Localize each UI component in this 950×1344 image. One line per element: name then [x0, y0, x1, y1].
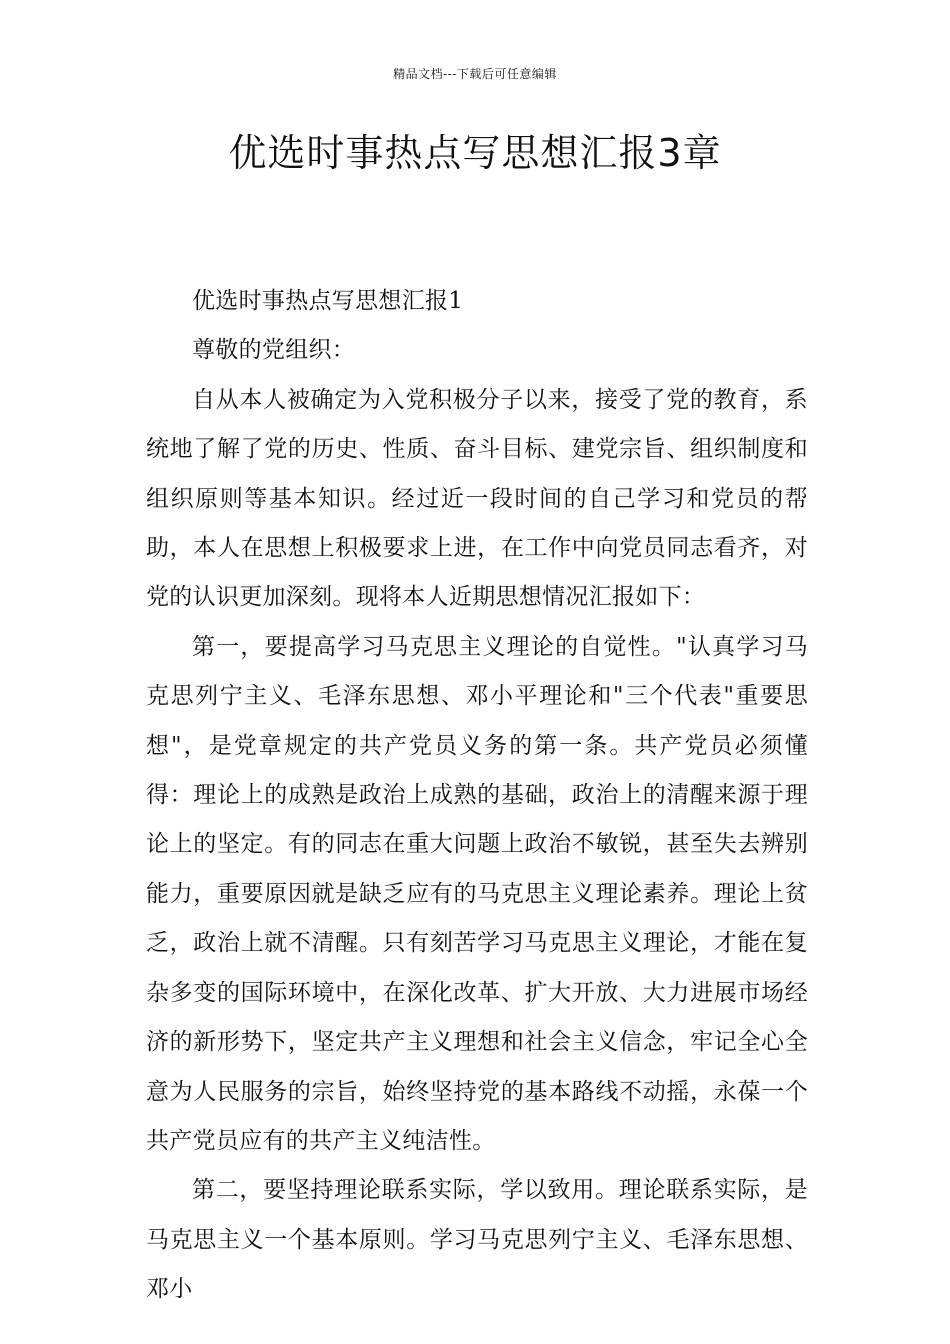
section-heading: 优选时事热点写思想汇报1 [192, 288, 464, 314]
paragraph-point-two: 第二，要坚持理论联系实际，学以致用。理论联系实际，是马克思主义一个基本原则。学习马克思列宁主义、毛泽东思想、邓小 [146, 1177, 808, 1303]
document-body [146, 277, 808, 1315]
paragraph-intro: 自从本人被确定为入党积极分子以来，接受了党的教育，系统地了解了党的历史、性质、奋斗目标、建党宗旨、组织制度和组织原则等基本知识。经过近一段时间的自己学习和党员的帮助，本人在思想上积极要求上进，在工作中向党员同志看齐，对党的认识更加深刻。现将本人近期思想情况汇报如下： [146, 386, 808, 611]
salutation: 尊敬的党组织： [192, 337, 356, 364]
header-note: 精品文档---下载后可任意编辑 [393, 67, 557, 81]
paragraph-point-one: 第一，要提高学习马克思主义理论的自觉性。"认真学习马克思列宁主义、毛泽东思想、邓小平理论和"三个代表"重要思想"，是党章规定的共产党员义务的第一条。共产党员必须懂得：理论上的成熟是政治上成熟的基础，政治上的清醒来源于理论上的坚定。有的同志在重大问题上政治不敏锐，甚至失去辨别能力，重要原因就是缺乏应有的马克思主义理论素养。理论上贫乏，政治上就不清醒。只有刻苦学习马克思主义理论，才能在复杂多变的国际环境中，在深化改革、扩大开放、大力进展市场经济的新形势下，坚定共产主义理想和社会主义信念，牢记全心全意为人民服务的宗旨，始终坚持党的基本路线不动摇，永葆一个共产党员应有的共产主义纯洁性。 [146, 633, 808, 1154]
document-title: 优选时事热点写思想汇报3章 [228, 131, 722, 175]
